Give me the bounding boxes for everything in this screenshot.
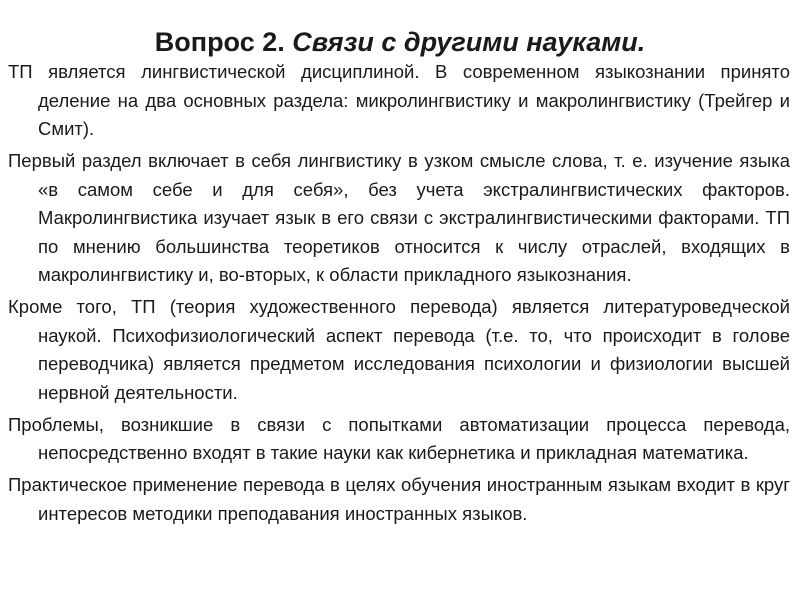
title-emphasis: Связи с другими науками. (292, 27, 646, 58)
paragraph-automation: Проблемы, возникшие в связи с попытками автоматизации процесса перевода, непосредственно входят в такие науки как кибернетика и прикладная математика. (8, 413, 790, 463)
paragraph-literary-studies: Кроме того, ТП (теория художественного перевода) является литературоведческой наукой. Психофизиологический аспект перевода (т.е. то, что происходит в голове переводчика) является предметом исследования психологии и физиологии высшей нервной деятельности. (8, 296, 790, 403)
paragraph-language-teaching: Практическое применение перевода в целях обучения иностранным языкам входит в круг интересов методики преподавания иностранных языков. (8, 474, 790, 524)
slide-body (8, 58, 790, 532)
title-prefix: Вопрос 2. (154, 27, 293, 58)
slide-title (0, 22, 800, 62)
paragraph-micro-macro-linguistics: Первый раздел включает в себя лингвистику в узком смысле слова, т. е. изучение языка «в самом себе и для себя», без учета экстралингвистических факторов. Макролингвистика изучает язык в его связи с экстралингвистическими факторами. ТП по мнению большинства теоретиков относится к числу отраслей, входящих в макролингвистику и, во-вторых, к области прикладного языкознания. (8, 150, 790, 285)
paragraph-linguistic-discipline: ТП является лингвистической дисциплиной. В современном языкознании принято деление на два основных раздела: микролингвистику и макролингвистику (Трейгер и Смит). (8, 61, 790, 139)
